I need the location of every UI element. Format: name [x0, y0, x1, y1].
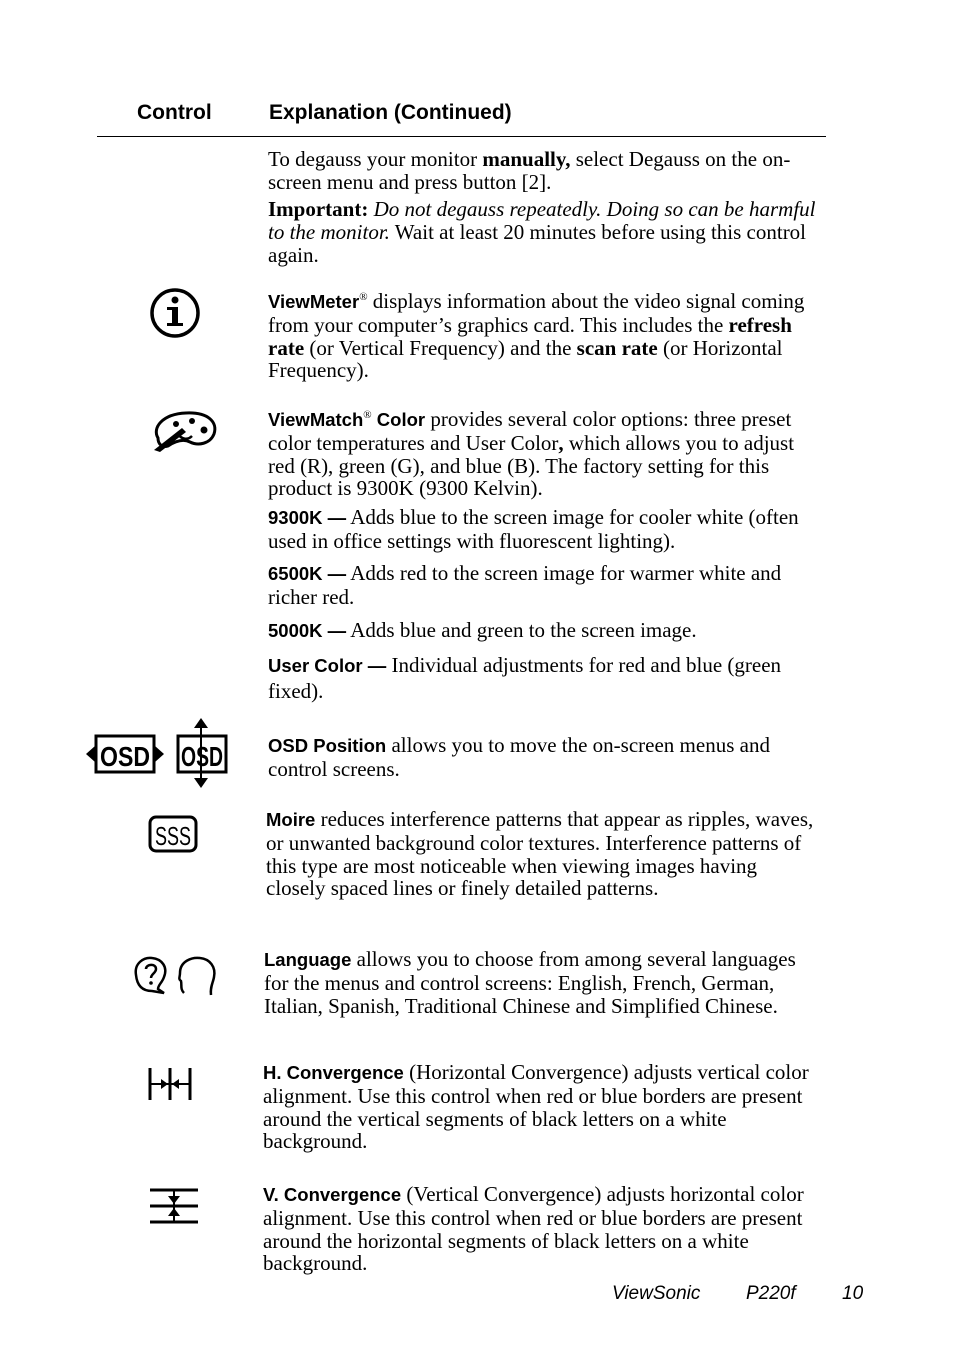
- header-rule: [97, 136, 826, 137]
- moire-description: Moire reduces interference patterns that appear as ripples, waves, or unwanted background color textures. Interference patterns of this type are most noticeable when viewing images having closely spaced lines or finely detailed patterns.: [266, 807, 814, 901]
- viewmatch-option-user-color: User Color — Individual adjustments for red and blue (green fixed).: [268, 653, 782, 703]
- control-column-header: Control: [137, 101, 212, 124]
- viewmatch-description: ViewMatch® Color provides several color options: three preset color temperatures and User Color, which allows you to adjust red (R), green (G), and blue (B). The factory setting for this product is 9300K (9300 Kelvin).: [268, 407, 795, 501]
- degauss-paragraph: To degauss your monitor manually, select Degauss on the on-screen menu and press button [2].: [268, 147, 791, 194]
- degauss-important-note: Important: Do not degauss repeatedly. Doing so can be harmful to the monitor. Wait at least 20 minutes before using this control again.: [268, 197, 816, 267]
- moire-icon: [147, 814, 199, 854]
- v-convergence-icon: [148, 1186, 200, 1226]
- language-description: Language allows you to choose from among several languages for the menus and control screens: English, French, German, Italian, Spanish, Traditional Chinese and Simplified Chinese.: [264, 947, 796, 1018]
- page-number: 10: [842, 1283, 864, 1304]
- info-icon: [148, 287, 204, 341]
- viewmatch-option-9300k: 9300K — Adds blue to the screen image for cooler white (often used in office settings with fluorescent lighting).: [268, 505, 799, 553]
- footer-model: P220f: [746, 1283, 796, 1304]
- footer-brand: ViewSonic: [612, 1283, 701, 1304]
- osd-position-description: OSD Position allows you to move the on-screen menus and control screens.: [268, 733, 770, 781]
- explanation-column-header: Explanation (Continued): [269, 101, 512, 124]
- viewmatch-option-6500k: 6500K — Adds red to the screen image for warmer white and richer red.: [268, 561, 782, 609]
- viewmatch-option-5000k: 5000K — Adds blue and green to the screen image.: [268, 618, 697, 642]
- osd-vertical-label: OSD: [181, 741, 223, 772]
- osd-horizontal-label: OSD: [100, 741, 150, 772]
- osd-position-icon: [84, 716, 234, 790]
- language-icon: [130, 955, 220, 997]
- palette-icon: [148, 410, 220, 454]
- v-convergence-description: V. Convergence (Vertical Convergence) adjusts horizontal color alignment. Use this control when red or blue borders are present around the horizontal segments of black letters on a white background.: [263, 1182, 804, 1276]
- h-convergence-icon: [146, 1066, 194, 1102]
- h-convergence-description: H. Convergence (Horizontal Convergence) adjusts vertical color alignment. Use this control when red or blue borders are present around the vertical segments of black letters on a white background.: [263, 1060, 809, 1154]
- moire-icon-label: SSS: [155, 821, 191, 851]
- viewmeter-description: ViewMeter® displays information about the video signal coming from your computer’s graphics card. This includes the refresh rate (or Vertical Frequency) and the scan rate (or Horizontal Frequency).: [268, 289, 805, 383]
